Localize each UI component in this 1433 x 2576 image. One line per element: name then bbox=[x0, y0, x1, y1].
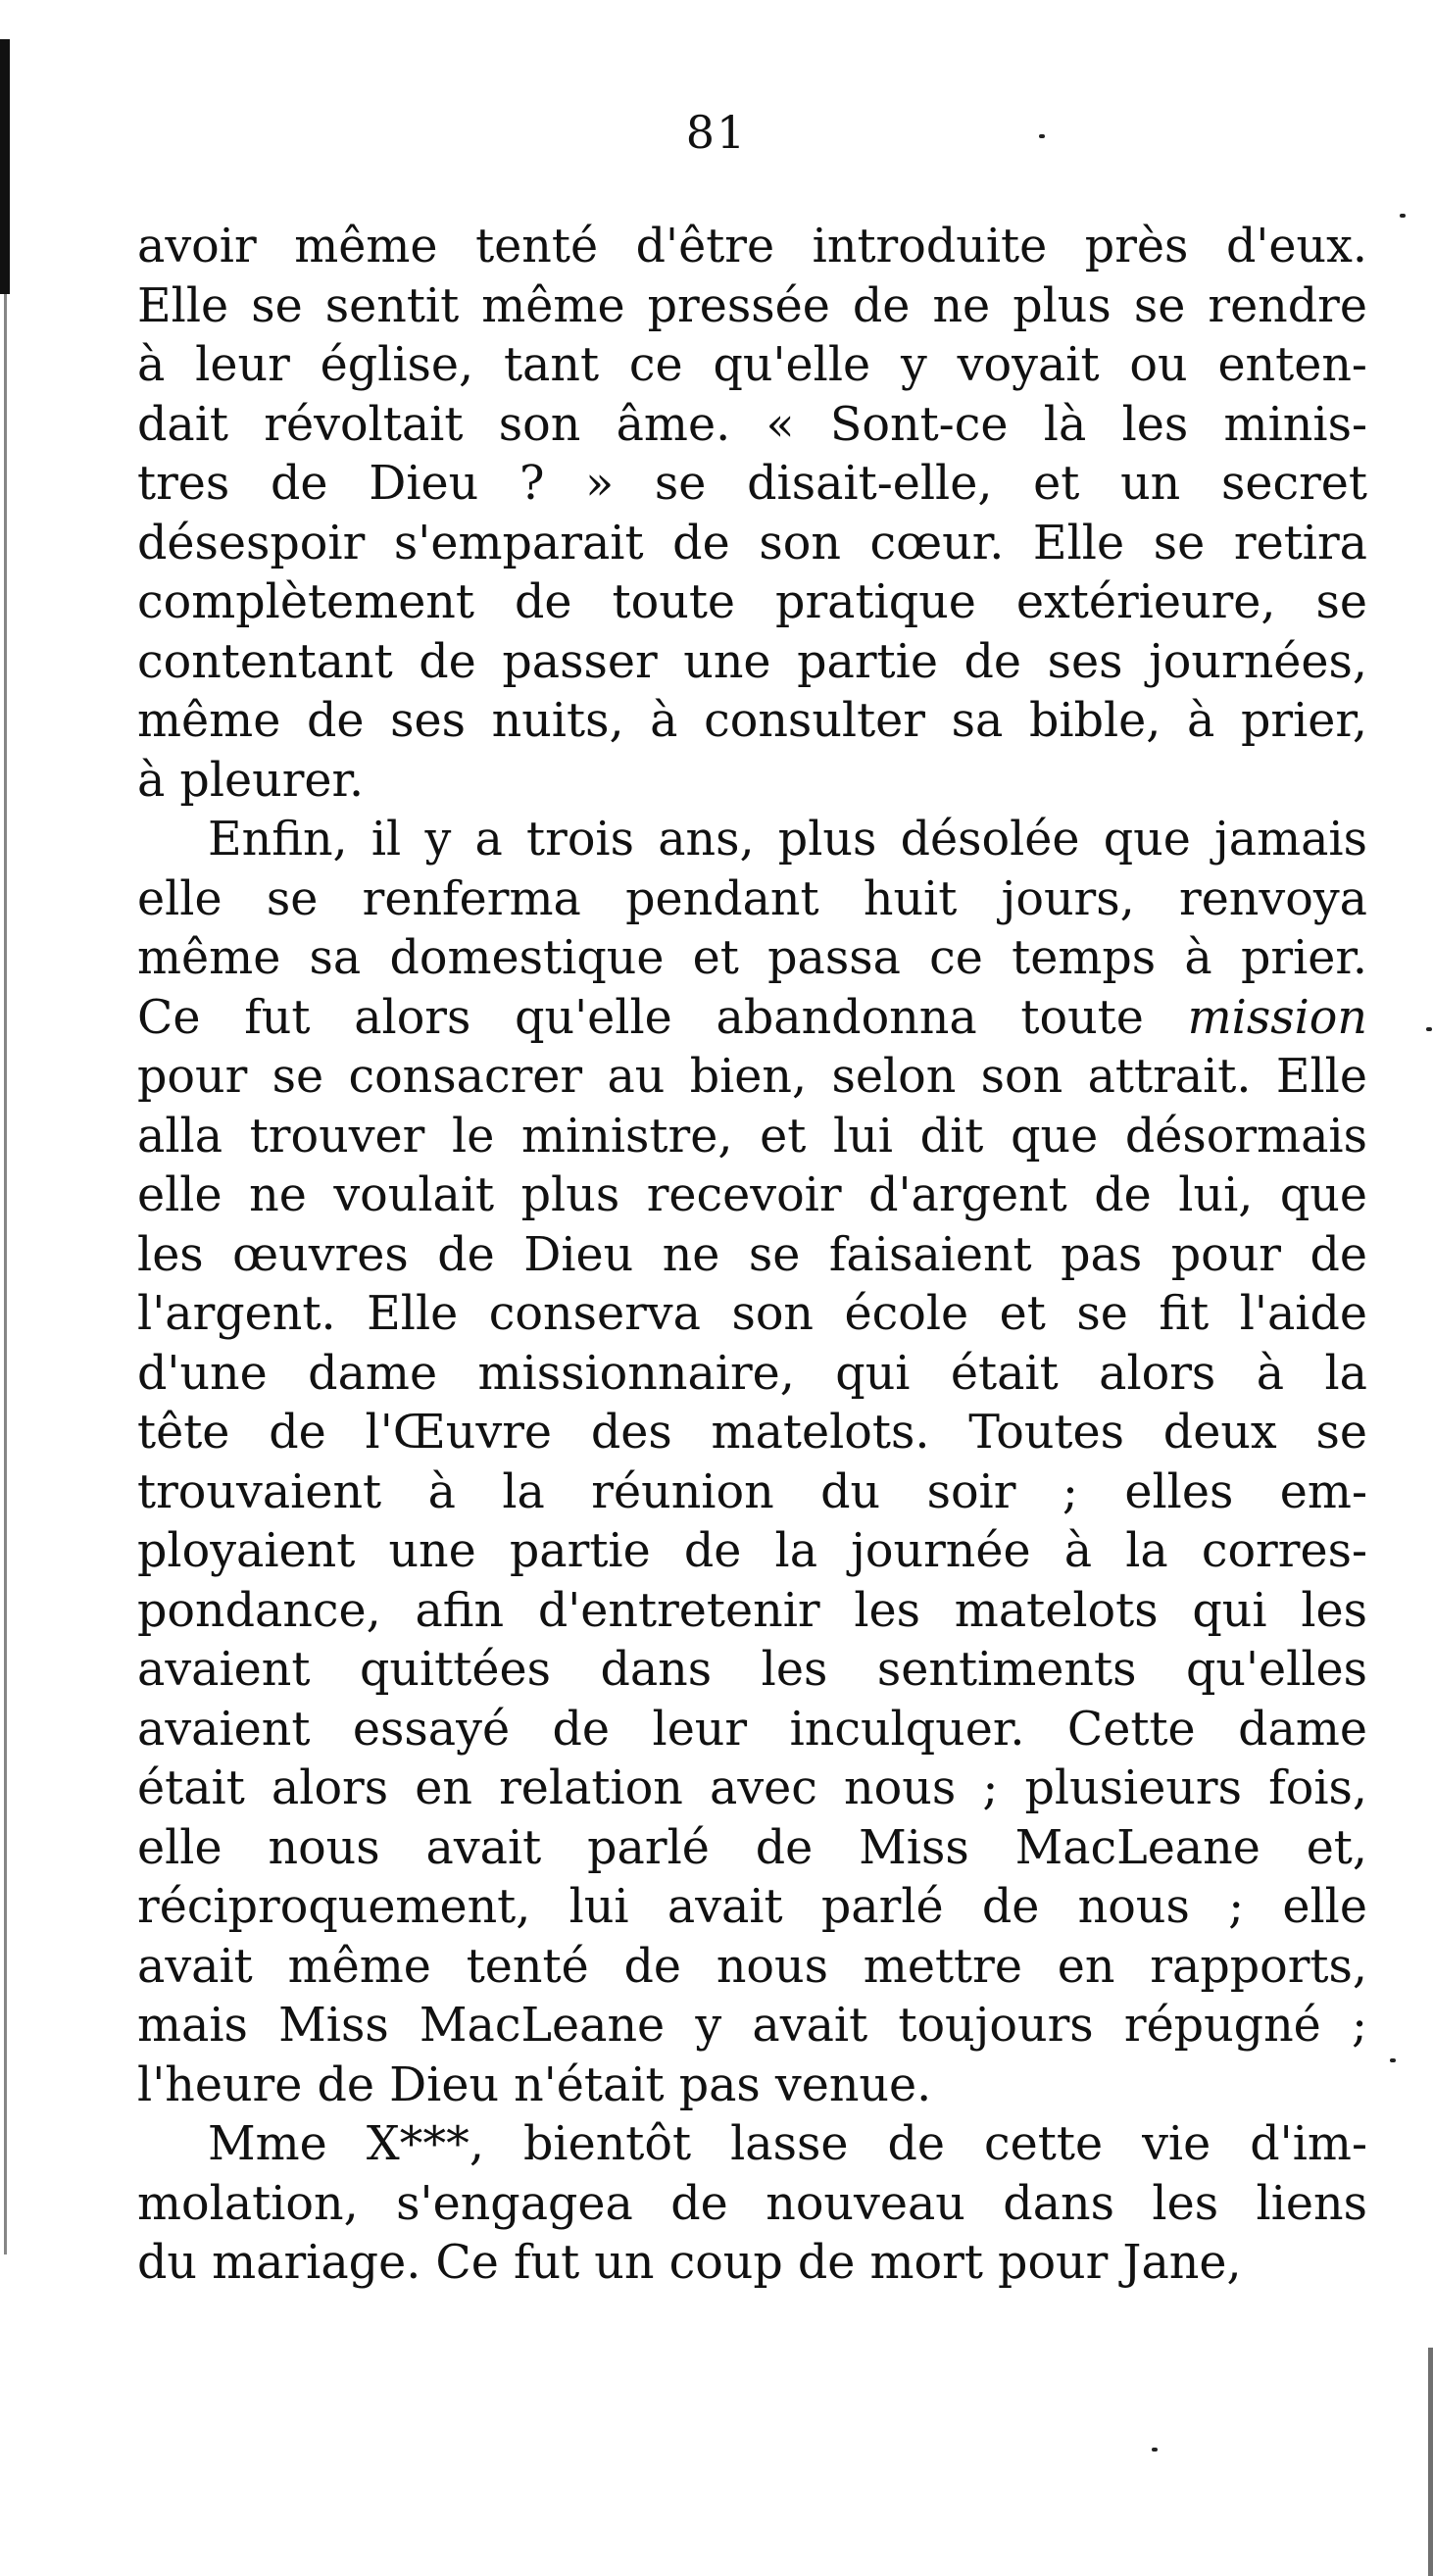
text-line: mais Miss MacLeane y avait toujours répugné ; bbox=[137, 1999, 1367, 2053]
text-line: l'heure de Dieu n'était pas venue. bbox=[137, 2057, 932, 2112]
text-line: ployaient une partie de la journée à la corres- bbox=[137, 1524, 1367, 1578]
text-line: tres de Dieu ? » se disait-elle, et un secret bbox=[137, 457, 1367, 511]
page-number: 81 bbox=[685, 106, 748, 159]
text-line: du mariage. Ce fut un coup de mort pour Jane, bbox=[137, 2236, 1242, 2290]
text-line: même sa domestique et passa ce temps à prier. bbox=[137, 931, 1367, 985]
scan-edge-shadow-right bbox=[1428, 2348, 1433, 2576]
scan-edge-shadow-left bbox=[0, 39, 10, 294]
text-line: alla trouver le ministre, et lui dit que désormais bbox=[137, 1109, 1367, 1164]
text-line: Mme X***, bientôt lasse de cette vie d'im- bbox=[208, 2117, 1367, 2171]
text-line: Ce fut alors qu'elle abandonna toute mission bbox=[137, 990, 1367, 1045]
text-line: les œuvres de Dieu ne se faisaient pas pour de bbox=[137, 1227, 1367, 1282]
text-line: Elle se sentit même pressée de ne plus se rendre bbox=[137, 278, 1367, 333]
text-line: complètement de toute pratique extérieure, se bbox=[137, 575, 1367, 629]
ink-speck bbox=[1426, 1027, 1432, 1031]
text-line: avoir même tenté d'être introduite près d'eux. bbox=[137, 220, 1367, 273]
paragraph bbox=[137, 811, 1367, 2115]
text-line: avaient essayé de leur inculquer. Cette dame bbox=[137, 1702, 1367, 1757]
text-line: elle se renferma pendant huit jours, renvoya bbox=[137, 871, 1367, 926]
text-line: tête de l'Œuvre des matelots. Toutes deux se bbox=[137, 1406, 1367, 1460]
text-line: molation, s'engagea de nouveau dans les liens bbox=[137, 2176, 1367, 2231]
text-line: réciproquement, lui avait parlé de nous ; elle bbox=[137, 1880, 1367, 1934]
paragraph bbox=[137, 218, 1367, 811]
ink-speck bbox=[1152, 2448, 1158, 2452]
ink-speck bbox=[1400, 214, 1406, 218]
body-text bbox=[137, 218, 1367, 2294]
text-line: était alors en relation avec nous ; plusieurs fois, bbox=[137, 1761, 1367, 1815]
text-line: même de ses nuits, à consulter sa bible, à prier, bbox=[137, 694, 1367, 748]
text-line: elle ne voulait plus recevoir d'argent de lui, que bbox=[137, 1168, 1367, 1222]
text-line: pondance, afin d'entretenir les matelots qui les bbox=[137, 1583, 1367, 1638]
text-line: à leur église, tant ce qu'elle y voyait ou enten- bbox=[137, 338, 1367, 392]
text-line: d'une dame missionnaire, qui était alors à la bbox=[137, 1346, 1367, 1401]
text-line: elle nous avait parlé de Miss MacLeane et, bbox=[137, 1820, 1367, 1875]
text-line: pour se consacrer au bien, selon son attrait. Elle bbox=[137, 1050, 1367, 1104]
text-line: trouvaient à la réunion du soir ; elles em- bbox=[137, 1464, 1367, 1519]
text-line: Enfin, il y a trois ans, plus désolée que jamais bbox=[208, 813, 1367, 867]
emphasis-word: mission bbox=[1187, 990, 1367, 1045]
scan-edge-line-left bbox=[4, 294, 7, 2254]
text-line: désespoir s'emparait de son cœur. Elle se retira bbox=[137, 516, 1367, 570]
text-line: contentant de passer une partie de ses journées, bbox=[137, 634, 1367, 689]
text-line: l'argent. Elle conserva son école et se fit l'aide bbox=[137, 1287, 1367, 1341]
text-line: avaient quittées dans les sentiments qu'elles bbox=[137, 1643, 1367, 1697]
text-line: à pleurer. bbox=[137, 753, 365, 808]
ink-speck bbox=[1390, 2058, 1396, 2062]
text-line: dait révoltait son âme. « Sont-ce là les minis- bbox=[137, 397, 1367, 452]
text-line: avait même tenté de nous mettre en rapports, bbox=[137, 1939, 1367, 1994]
paragraph bbox=[137, 2115, 1367, 2294]
